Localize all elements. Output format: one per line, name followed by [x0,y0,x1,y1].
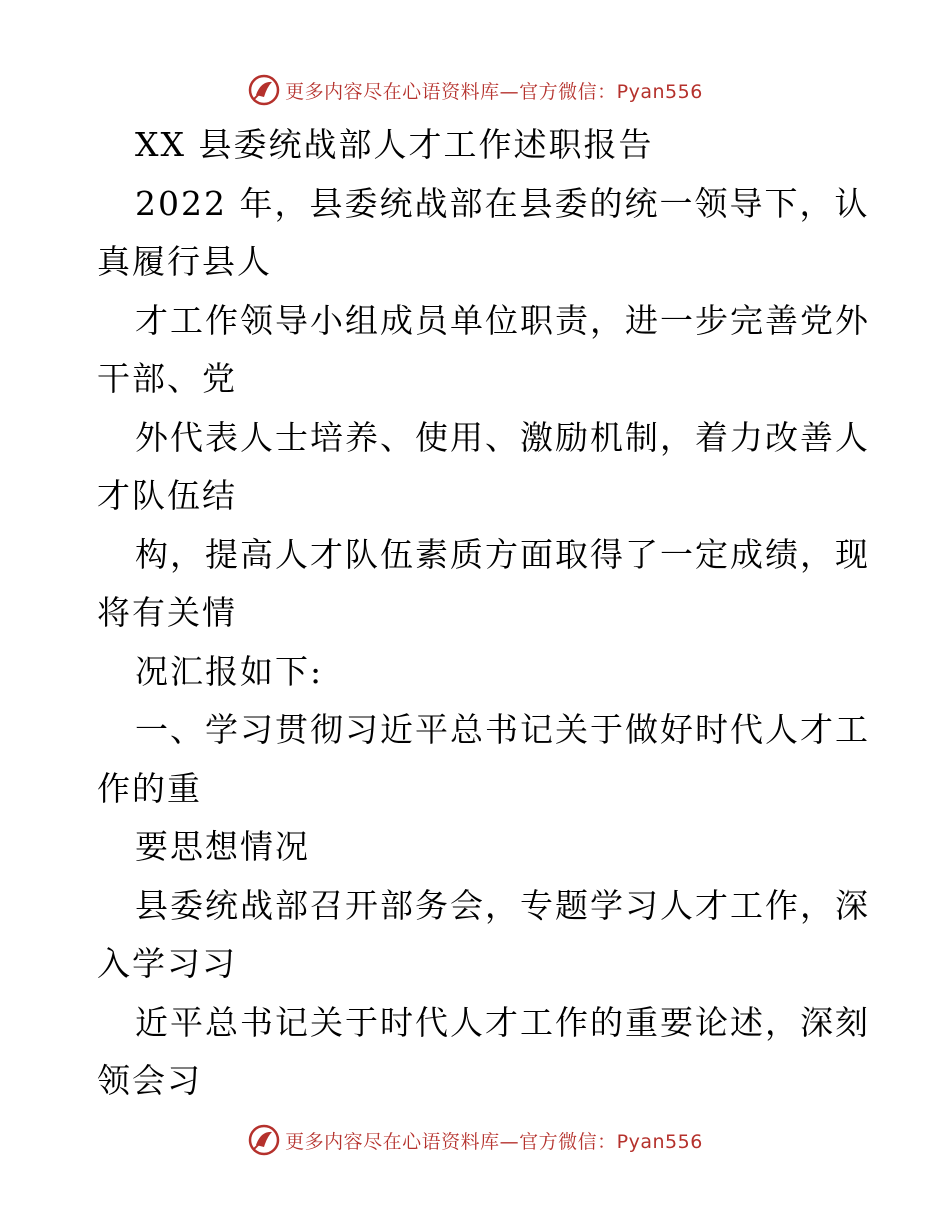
section-heading: 作的重 [97,768,202,808]
logo-icon [247,73,281,107]
footer-banner-text: 更多内容尽在心语资料库—官方微信：Pyan556 [285,1130,703,1153]
paragraph-line: 况汇报如下: [135,651,324,691]
header-banner-text: 更多内容尽在心语资料库—官方微信：Pyan556 [285,80,703,103]
paragraph-line: 2022 年，县委统战部在县委的统一领导下，认 [135,183,870,223]
section-heading: 一、学习贯彻习近平总书记关于做好时代人才工 [135,710,870,749]
paragraph-line: 构，提高人才队伍素质方面取得了一定成绩，现 [135,534,870,574]
footer-banner [0,1120,950,1160]
paragraph-line: 将有关情 [97,593,237,632]
paragraph-line: 才工作领导小组成员单位职责，进一步完善党外 [135,300,870,340]
paragraph-line: 外代表人士培养、使用、激励机制，着力改善人 [135,417,870,457]
paragraph-line: 近平总书记关于时代人才工作的重要论述，深刻 [135,1002,870,1042]
paragraph-line: 县委统战部召开部务会，专题学习人才工作，深 [135,885,870,925]
header-banner [0,70,950,110]
document-body [97,116,870,1111]
section-heading: 要思想情况 [135,827,310,866]
paragraph-line: 入学习习 [97,944,237,983]
paragraph-line: 干部、党 [97,359,237,398]
document-title: XX 县委统战部人才工作述职报告 [135,125,654,164]
paragraph-line: 才队伍结 [97,476,237,515]
logo-icon [247,1123,281,1157]
paragraph-line: 领会习 [97,1061,202,1100]
paragraph-line: 真履行县人 [97,242,272,281]
